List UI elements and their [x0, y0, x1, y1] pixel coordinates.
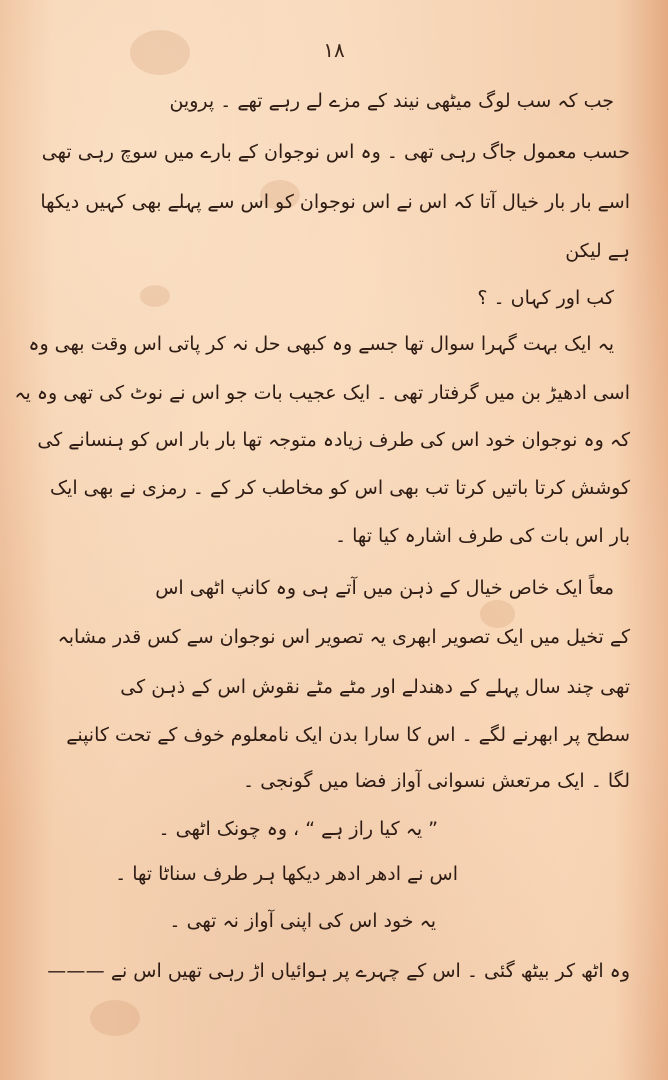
paragraph-line: لگا ۔ ایک مرتعش نسوانی آواز فضا میں گونجی ۔: [243, 770, 630, 792]
paragraph-line: کب اور کہاں ۔ ؟: [477, 287, 614, 309]
paragraph-line: سطح پر ابھرنے لگے ۔ اس کا سارا بدن ایک نامعلوم خوف کے تحت کانپنے: [66, 724, 630, 746]
paper-stain: [90, 1000, 140, 1036]
paragraph-line: کے تخیل میں ایک تصویر ابھری یہ تصویر اس نوجوان سے کس قدر مشابہ: [57, 626, 630, 648]
leading-dash: ———: [47, 960, 105, 982]
paragraph-line: ہے لیکن: [565, 240, 630, 262]
paragraph-line: یہ خود اس کی اپنی آواز نہ تھی ۔: [169, 910, 436, 932]
paragraph-line-text: وہ اٹھ کر بیٹھ گئی ۔ اس کے چہرے پر ہوائیاں اڑ رہی تھیں اس نے: [110, 960, 630, 982]
paragraph-line: جب کہ سب لوگ میٹھی نیند کے مزے لے رہے تھے ۔ پروین: [169, 90, 614, 112]
paragraph-line: [37, 960, 630, 982]
paragraph-line: اسی ادھیڑ بن میں گرفتار تھی ۔ ایک عجیب بات جو اس نے نوٹ کی تھی وہ یہ: [14, 382, 630, 404]
paragraph-line: کہ وہ نوجوان خود اس کی طرف زیادہ متوجہ تھا بار بار اس کو ہنسانے کی: [37, 429, 630, 451]
paragraph-line: بار اس بات کی طرف اشارہ کیا تھا ۔: [334, 525, 630, 547]
paragraph-line: حسب معمول جاگ رہی تھی ۔ وہ اس نوجوان کے بارے میں سوچ رہی تھی: [41, 141, 630, 163]
paragraph-line: اسے بار بار خیال آتا کہ اس نے اس نوجوان کو اس سے پہلے بھی کہیں دیکھا: [40, 191, 630, 213]
paragraph-line: تھی چند سال پہلے کے دھندلے اور مٹے مٹے نقوش اس کے ذہن کی: [120, 676, 630, 698]
paragraph-line: یہ ایک بہت گہرا سوال تھا جسے وہ کبھی حل نہ کر پاتی اس وقت بھی وہ: [28, 333, 614, 355]
paragraph-line: اس نے ادھر ادھر دیکھا ہر طرف سناٹا تھا ۔: [115, 863, 458, 885]
paper-stain: [140, 285, 170, 307]
dialogue-line: ” یہ کیا راز ہے “ ، وہ چونک اٹھی ۔: [158, 818, 438, 840]
page-number: ۱۸: [323, 38, 345, 62]
paper-stain: [480, 600, 515, 628]
paragraph-line: معاً ایک خاص خیال کے ذہن میں آتے ہی وہ کانپ اٹھی اس: [155, 577, 614, 599]
paragraph-line: کوشش کرتا باتیں کرتا تب بھی اس کو مخاطب کر کے ۔ رمزی نے بھی ایک: [50, 477, 630, 499]
